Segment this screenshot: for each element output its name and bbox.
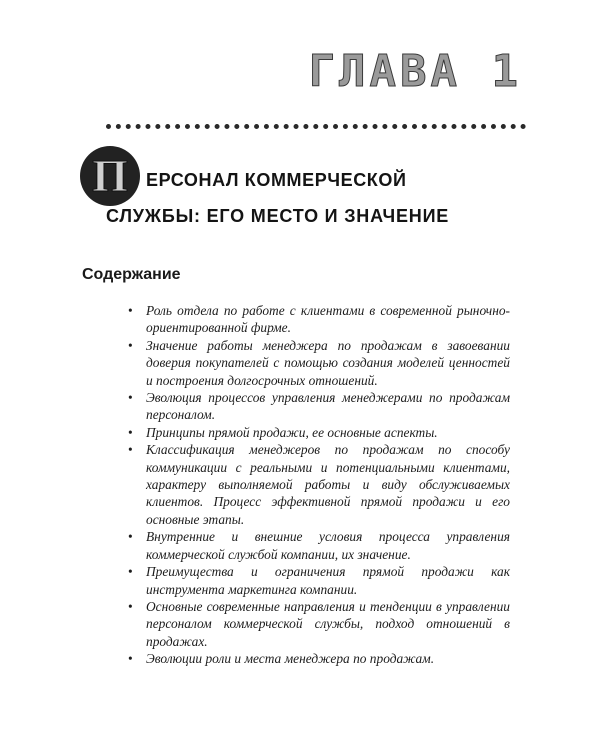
list-item [128,598,510,650]
list-item [128,337,510,389]
list-item [128,528,510,563]
list-item [128,650,510,667]
list-item-text: Классификация менеджеров по продажам по способу коммуникации с реальными и потенциальными клиентами, характеру выполняемой работы и виду обслуживаемых клиентов. Процесс эффективной прямой продажи и его основные этапы. [146,442,510,527]
bullet: • [128,424,133,440]
bullet: • [128,442,133,458]
dotted-divider [106,124,526,129]
list-item-text: Внутренние и внешние условия процесса управления коммерческой службой компании, их значение. [146,529,510,562]
drop-cap-badge [80,146,140,206]
bullet: • [128,337,133,353]
bullet: • [128,303,133,318]
bullet: • [128,529,133,545]
list-item [128,389,510,424]
list-item [128,424,510,441]
list-item-text: Преимущества и ограничения прямой продажи как инструмента маркетинга компании. [146,564,510,597]
list-item-text: Основные современные направления и тенденции в управлении персоналом коммерческой службы, подход отношений в продажах. [146,598,510,649]
bullet: • [128,598,133,614]
contents-list [128,302,510,668]
contents-heading: Содержание [82,266,181,283]
chapter-label: ГЛАВА 1 [308,46,522,97]
list-item [128,441,510,528]
chapter-title-line-1: ЕРСОНАЛ КОММЕРЧЕСКОЙ [146,170,407,190]
list-item-text: Эволюция процессов управления менеджерами по продажам персоналом. [146,390,510,423]
bullet: • [128,651,133,667]
list-item [128,302,510,337]
list-item-text: Принципы прямой продажи, ее основные аспекты. [146,424,438,440]
list-item-text: Роль отдела по работе с клиентами в современной рыночно-ориентированной фирме. [146,303,510,336]
bullet: • [128,390,133,406]
drop-cap-letter: П [92,150,128,201]
chapter-title-line-2: СЛУЖБЫ: ЕГО МЕСТО И ЗНАЧЕНИЕ [106,206,450,226]
list-item-text: Эволюции роли и места менеджера по продажам. [146,651,435,667]
list-item [128,563,510,598]
bullet: • [128,564,133,580]
list-item-text: Значение работы менеджера по продажам в завоевании доверия покупателей с помощью создания моделей ценностей и построения долгосрочных отношений. [146,337,510,388]
